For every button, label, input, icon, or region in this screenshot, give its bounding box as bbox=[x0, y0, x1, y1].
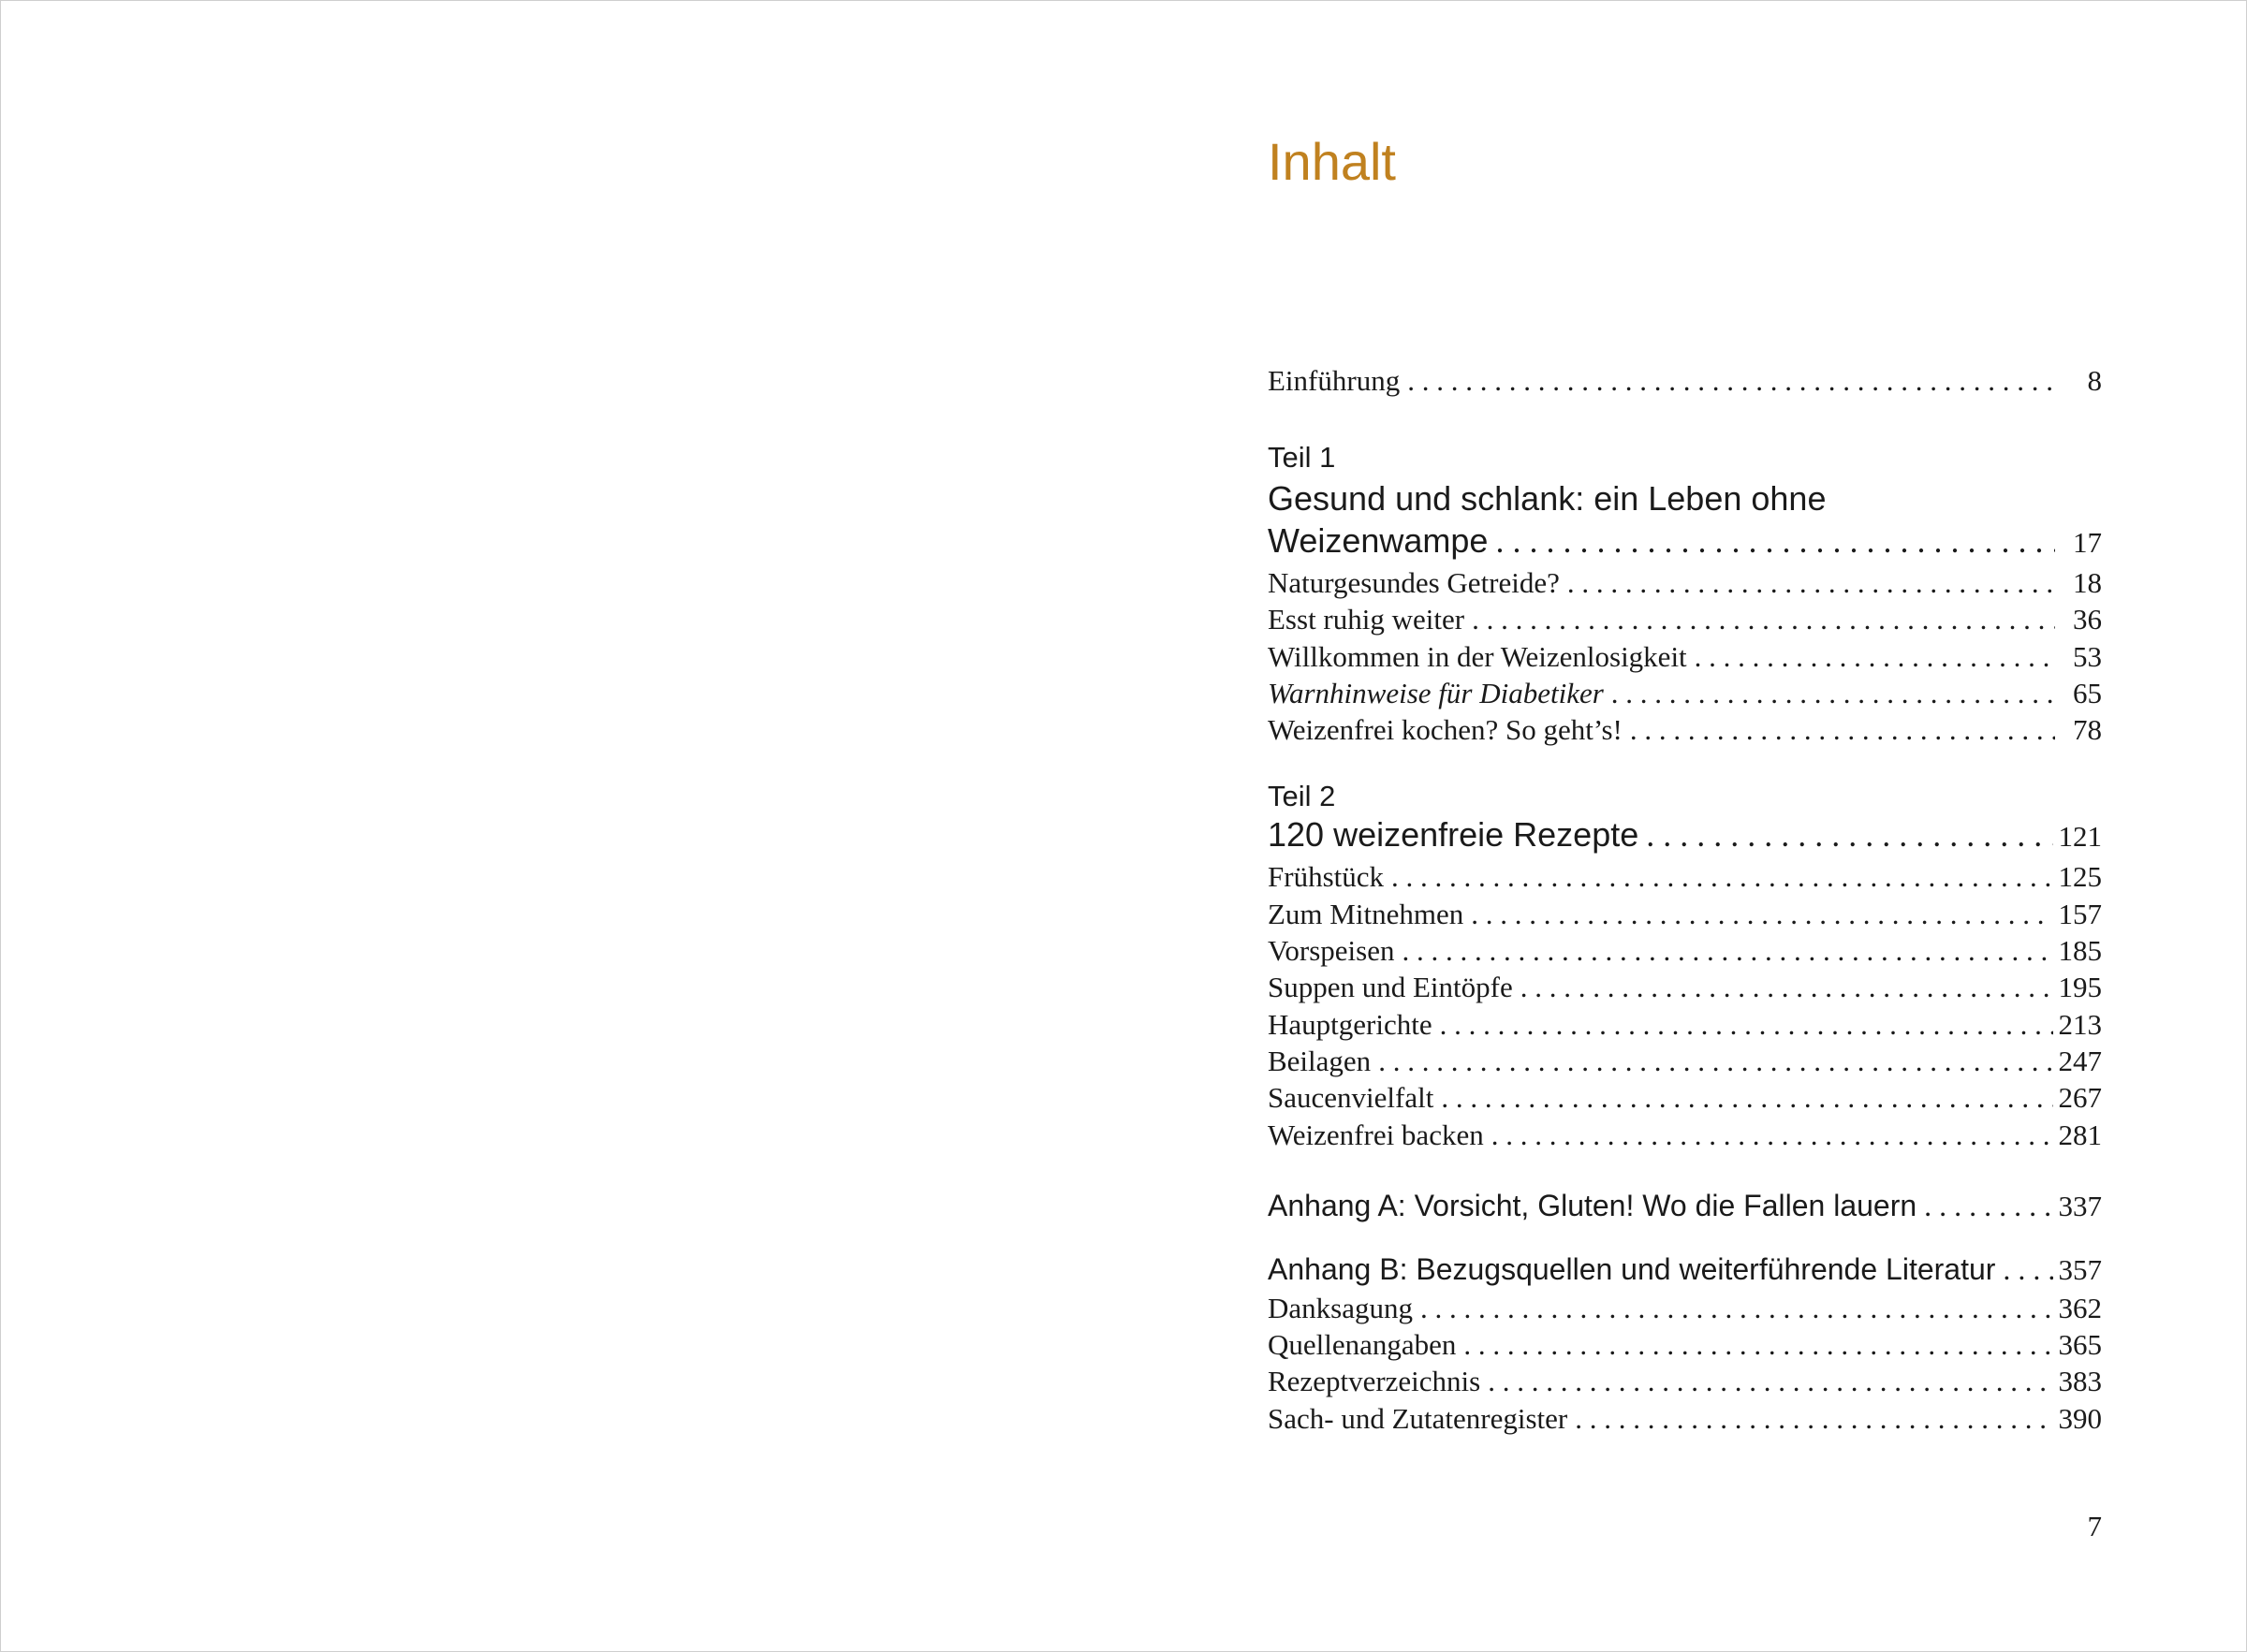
leader-dots bbox=[1491, 1118, 2053, 1152]
leader-dots bbox=[1402, 934, 2052, 968]
toc-entry[interactable] bbox=[1268, 713, 2102, 750]
toc-entry-label: Vorspeisen bbox=[1268, 934, 1395, 968]
toc-entry[interactable] bbox=[1268, 677, 2102, 713]
toc-entry-page: 195 bbox=[2058, 971, 2102, 1004]
toc-entry-page: 185 bbox=[2058, 934, 2102, 968]
part-1-title-line-2: Weizenwampe bbox=[1268, 521, 1489, 560]
leader-dots bbox=[1646, 815, 2052, 855]
toc-entry-page: 121 bbox=[2058, 820, 2102, 854]
toc-entry[interactable] bbox=[1268, 640, 2102, 677]
leader-dots bbox=[1391, 860, 2053, 894]
toc-entry-label: Rezeptverzeichnis bbox=[1268, 1365, 1481, 1398]
part-1-title-line-1: Gesund und schlank: ein Leben ohne bbox=[1268, 479, 1827, 518]
leader-dots bbox=[1630, 713, 2055, 747]
toc-entry[interactable] bbox=[1268, 1328, 2102, 1365]
toc-entry-page: 53 bbox=[2073, 639, 2102, 673]
toc-entry-page: 247 bbox=[2058, 1044, 2102, 1077]
toc-entry-page: 157 bbox=[2058, 897, 2102, 930]
toc-entry-label: Anhang A: Vorsicht, Gluten! Wo die Fallen lauern bbox=[1268, 1188, 1917, 1222]
leader-dots bbox=[1441, 1081, 2052, 1115]
page-title: Inhalt bbox=[1268, 132, 1396, 191]
leader-dots bbox=[1463, 1328, 2052, 1362]
toc-entry-label: Beilagen bbox=[1268, 1044, 1372, 1077]
toc-entry[interactable] bbox=[1268, 860, 2102, 897]
toc-entry-page: 125 bbox=[2058, 860, 2102, 894]
toc-entry-intro[interactable] bbox=[1268, 364, 2102, 411]
leader-dots bbox=[1695, 640, 2055, 674]
toc-entry-page: 337 bbox=[2058, 1189, 2102, 1222]
toc-entry-label: Saucenvielfalt bbox=[1268, 1081, 1434, 1115]
toc-entry-page: 65 bbox=[2073, 676, 2102, 709]
leader-dots bbox=[1924, 1189, 2052, 1223]
toc-entry-page: 18 bbox=[2073, 566, 2102, 599]
toc-entry[interactable] bbox=[1268, 1118, 2102, 1155]
toc-entry-page: 365 bbox=[2058, 1328, 2102, 1362]
page-number: 7 bbox=[2087, 1510, 2102, 1542]
toc-entry[interactable] bbox=[1268, 1292, 2102, 1328]
toc-entry-page: 281 bbox=[2058, 1118, 2102, 1151]
toc-entry-label: Danksagung bbox=[1268, 1291, 1413, 1324]
toc-entry-label: Frühstück bbox=[1268, 860, 1384, 894]
leader-dots bbox=[1520, 971, 2053, 1004]
toc-entry[interactable] bbox=[1268, 898, 2102, 934]
toc-entry-page: 267 bbox=[2058, 1081, 2102, 1115]
toc-entry-label: Anhang B: Bezugsquellen und weiterführende Literatur bbox=[1268, 1251, 1996, 1286]
toc-entry[interactable] bbox=[1268, 603, 2102, 639]
toc-entry-page: 17 bbox=[2073, 526, 2102, 559]
leader-dots bbox=[1575, 1402, 2052, 1436]
toc-entry-label: Sach- und Zutatenregister bbox=[1268, 1401, 1568, 1435]
toc-entry-page: 362 bbox=[2058, 1291, 2102, 1324]
toc-entry[interactable] bbox=[1268, 566, 2102, 603]
leader-dots bbox=[1440, 1008, 2053, 1042]
toc-entry-part-1[interactable] bbox=[1268, 521, 2102, 566]
leader-dots bbox=[1488, 1365, 2052, 1398]
toc-entry[interactable] bbox=[1268, 1008, 2102, 1045]
toc-entry[interactable] bbox=[1268, 971, 2102, 1007]
part-2-label: Teil 2 bbox=[1268, 780, 1336, 813]
toc-entry[interactable] bbox=[1268, 1402, 2102, 1439]
table-of-contents bbox=[1268, 364, 2102, 1439]
toc-entry-appendix-b[interactable] bbox=[1268, 1252, 2102, 1292]
leader-dots bbox=[1472, 603, 2055, 636]
toc-entry[interactable] bbox=[1268, 1045, 2102, 1081]
toc-entry-label: Willkommen in der Weizenlosigkeit bbox=[1268, 639, 1687, 673]
leader-dots bbox=[1378, 1045, 2052, 1078]
toc-entry-part-2[interactable] bbox=[1268, 815, 2102, 860]
leader-dots bbox=[1495, 521, 2055, 561]
toc-entry[interactable] bbox=[1268, 1365, 2102, 1401]
toc-entry-label: Weizenfrei kochen? So geht’s! bbox=[1268, 713, 1623, 747]
toc-entry-label: Weizenfrei backen bbox=[1268, 1118, 1484, 1151]
leader-dots bbox=[2003, 1252, 2052, 1287]
toc-entry-page: 8 bbox=[2087, 364, 2102, 397]
leader-dots bbox=[1407, 364, 2055, 398]
leader-dots bbox=[1611, 677, 2055, 710]
toc-entry-label: Zum Mitnehmen bbox=[1268, 897, 1464, 930]
toc-entry-page: 36 bbox=[2073, 603, 2102, 636]
toc-entry[interactable] bbox=[1268, 934, 2102, 971]
toc-entry-label: Naturgesundes Getreide? bbox=[1268, 566, 1560, 599]
toc-entry-page: 78 bbox=[2073, 713, 2102, 747]
part-2-title: 120 weizenfreie Rezepte bbox=[1268, 815, 1639, 855]
toc-entry-label: Hauptgerichte bbox=[1268, 1007, 1432, 1041]
toc-entry[interactable] bbox=[1268, 1081, 2102, 1118]
toc-entry-page: 357 bbox=[2058, 1252, 2102, 1286]
leader-dots bbox=[1567, 566, 2055, 600]
toc-entry-label: Esst ruhig weiter bbox=[1268, 603, 1465, 636]
toc-entry-page: 383 bbox=[2058, 1365, 2102, 1398]
toc-entry-label: Quellenangaben bbox=[1268, 1328, 1457, 1362]
toc-entry-appendix-a[interactable] bbox=[1268, 1189, 2102, 1228]
toc-entry-label: Suppen und Eintöpfe bbox=[1268, 971, 1513, 1004]
toc-entry-page: 213 bbox=[2058, 1007, 2102, 1041]
leader-dots bbox=[1420, 1292, 2053, 1325]
part-1-label: Teil 1 bbox=[1268, 441, 1336, 474]
leader-dots bbox=[1471, 898, 2052, 931]
toc-entry-label: Warnhinweise für Diabetiker bbox=[1268, 676, 1604, 709]
toc-entry-label: Einführung bbox=[1268, 364, 1401, 397]
toc-entry-page: 390 bbox=[2058, 1401, 2102, 1435]
